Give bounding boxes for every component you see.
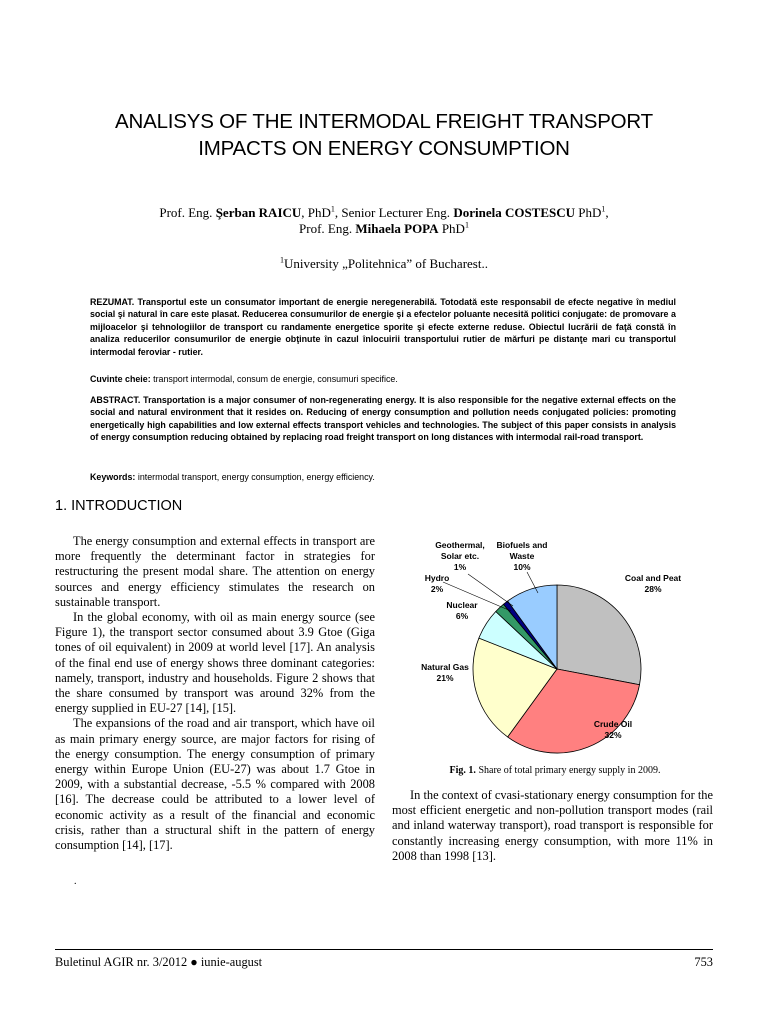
affiliation-text: University „Politehnica” of Bucharest..	[284, 256, 488, 271]
paper-title	[40, 108, 728, 162]
pie-label-natural-gas: Natural Gas 21%	[421, 662, 469, 683]
section-heading-introduction: 1. INTRODUCTION	[55, 498, 183, 514]
title-line-1: ANALISYS OF THE INTERMODAL FREIGHT TRANSPORT	[115, 110, 653, 133]
footer-rule	[55, 949, 713, 950]
author-2-degree: PhD	[575, 205, 602, 220]
pie-chart	[395, 535, 725, 760]
author-list	[40, 205, 728, 237]
keywords	[90, 471, 676, 483]
author-2-title: , Senior Lecturer Eng.	[334, 205, 454, 220]
intro-paragraph-3: The expansions of the road and air transport, which have oil as main primary energy source, are major factors for rising of the energy consumption. The energy consumption of primary energy within Europe Union (EU-27) was about 1.7 Gtoe in 2009, with a substantial decrease, -5.5 % compared with 2008 [16]. The decrease could be attributed to a lower level of economic activity as a result of the financial and economic crisis, rather than a structural shift in the pattern of energy consumption [14], [17].	[55, 716, 375, 853]
pie-label-biofuels-and-waste: Biofuels and Waste 10%	[496, 540, 548, 572]
title-line-2: IMPACTS ON ENERGY CONSUMPTION	[198, 137, 570, 160]
keywords-text: intermodal transport, energy consumption, energy efficiency.	[135, 472, 375, 482]
figure-caption	[395, 765, 715, 776]
author-3-affil-mark: 1	[464, 220, 469, 230]
author-1-title: Prof. Eng.	[159, 205, 216, 220]
pie-label-crude-oil: Crude Oil 32%	[593, 719, 633, 740]
keywords-label: Keywords:	[90, 472, 136, 482]
introduction-right-column	[392, 788, 713, 864]
author-separator: ,	[605, 205, 609, 220]
pie-label-geothermal-solar-etc: Geothermal, Solar etc. 1%	[435, 540, 485, 572]
cuvinte-cheie-label: Cuvinte cheie:	[90, 374, 151, 384]
affiliation-mark: 1	[280, 255, 284, 265]
pie-label-hydro: Hydro 2%	[424, 573, 450, 594]
affiliation	[40, 256, 728, 272]
intro-paragraph-4: In the context of cvasi-stationary energy consumption for the most efficient energetic and non-pollution transport modes (rail and inland waterway transport), road transport is responsible for constantly increasing energy consumption, with more 11% in 2008 than 1998 [13].	[392, 788, 713, 863]
author-3-degree: PhD	[438, 221, 465, 236]
pie-slice-coal-and-peat	[557, 585, 641, 685]
pie-label-nuclear: Nuclear 6%	[446, 600, 478, 621]
cuvinte-cheie	[90, 373, 676, 385]
author-1-name: Şerban RAICU	[215, 205, 302, 220]
figure-caption-text: Share of total primary energy supply in 2009.	[475, 765, 661, 776]
page-number: 753	[694, 955, 713, 969]
rezumat-paragraph: REZUMAT. Transportul este un consumator important de energie neregenerabilă. Totodată este responsabil de efecte negative în mediul social şi natural în care este plasat. Reducerea consumurilor de energie şi a efectelor poluante necesită politici conjugate: de promovare a mijloacelor şi tehnologiilor de transport cu randamente energetice sporite şi efecte externe reduse. Obiectul lucrării de faţă constă în analiza reducerilor consumurilor de energie obţinute în cazul înlocuirii transportului rutier de mărfuri pe distanţe mari cu transportul intermodal feroviar - rutier.	[90, 297, 676, 357]
author-2-name: Dorinela COSTESCU	[453, 205, 576, 220]
intro-paragraph-2: In the global economy, with oil as main energy source (see Figure 1), the transport sector consumed about 3.9 Gtoe (Giga tones of oil equivalent) in 2009 at world level [17]. An analysis of the final end use of energy shows three dominant categories: namely, transport, industry and households. Figure 2 shows that the share consumed by transport was around 32% from the energy supplied in EU-27 [14], [15].	[55, 610, 375, 716]
pie-label-coal-and-peat: Coal and Peat 28%	[624, 573, 682, 594]
author-3-title: Prof. Eng.	[299, 221, 356, 236]
intro-paragraph-1: The energy consumption and external effects in transport are more frequently the determinant factor in strategies for restructuring the present modal share. The attention on energy sources and energy efficiency stimulates the research on sustainable transport.	[55, 534, 375, 609]
author-2-affil-mark: 1	[601, 204, 606, 214]
author-3-name: Mihaela POPA	[355, 221, 439, 236]
footer-journal: Buletinul AGIR nr. 3/2012 ● iunie-august	[55, 955, 263, 969]
cuvinte-cheie-text: transport intermodal, consum de energie, consumuri specifice.	[150, 374, 398, 384]
figure-caption-label: Fig. 1.	[449, 765, 476, 776]
introduction-left-column	[55, 534, 375, 853]
stray-dot: .	[74, 876, 77, 887]
author-1-degree: , PhD	[301, 205, 331, 220]
author-1-affil-mark: 1	[330, 204, 335, 214]
abstract-paragraph: ABSTRACT. Transportation is a major consumer of non-regenerating energy. It is also responsible for the negative external effects on the social and natural environment that it resides on. Reducing of energy consumption and pollution needs conjugated policies: promoting energetically high capabilities and low external effects transport vehicles and technologies. The subject of this paper consists in analysis of energy consumption reducing obtained by replacing road freight transport on long distances with intermodal rail-road transport.	[90, 395, 676, 443]
